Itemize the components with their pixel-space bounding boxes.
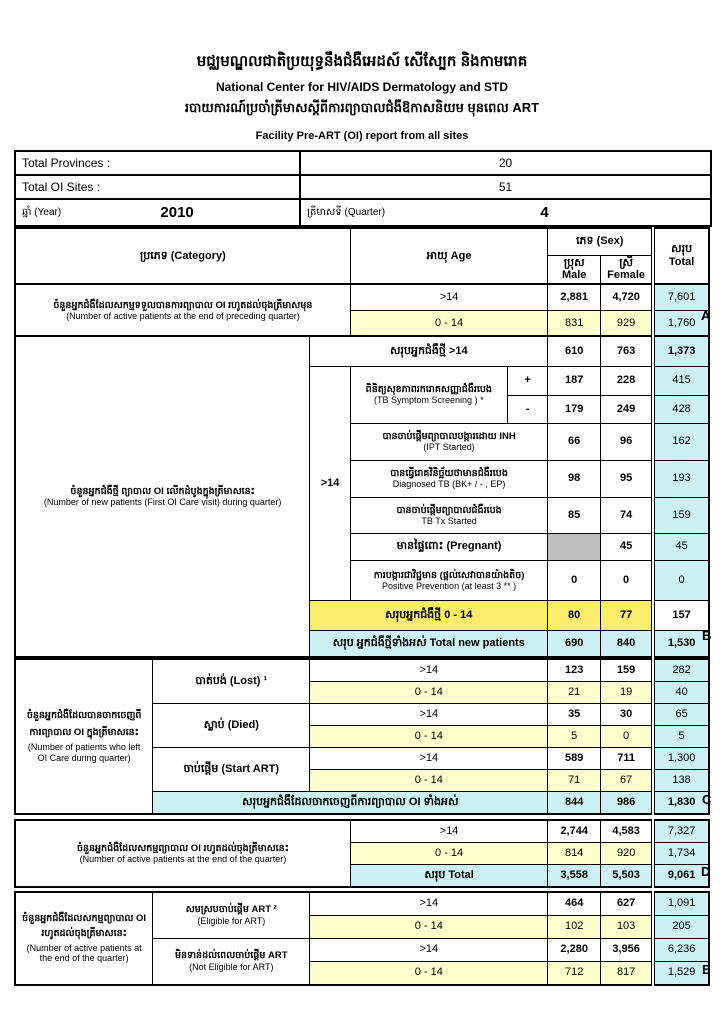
value-male: 102	[548, 915, 601, 938]
value-female: 986	[601, 791, 654, 814]
value-female: 30	[601, 703, 654, 725]
value-total: 9,061	[653, 864, 709, 887]
age-header: អាយុ Age	[350, 228, 548, 284]
value-total: 159	[653, 497, 709, 533]
value-total: 7,601	[653, 284, 709, 310]
section-a-marker: A	[701, 308, 711, 323]
value-male: 35	[548, 703, 601, 725]
value-male: 85	[548, 497, 601, 533]
value-female: 929	[601, 310, 654, 336]
pregnant-label: មានផ្ទៃពោះ (Pregnant)	[350, 533, 548, 560]
total-new-patients-label: សរុប អ្នកជំងឺថ្មីទាំងអស់ Total new patients	[310, 630, 548, 657]
value-male: 712	[548, 961, 601, 985]
ipt-label	[350, 423, 548, 460]
category-header: ប្រភេទ (Category)	[15, 228, 350, 284]
tb-screening-label-khmer: ពិនិត្យសុខភាពរករោគសញ្ញាជំងឺរបេង	[365, 384, 492, 396]
value-total: 205	[653, 915, 709, 938]
section-e-label-khmer-2: រហូតដល់ចុងត្រីមាសនេះ	[41, 928, 127, 940]
age-cell: >14	[350, 820, 548, 842]
tb-positive-sign: +	[507, 366, 548, 395]
section-d-table	[14, 819, 710, 888]
org-title-english: National Center for HIV/AIDS Dermatology and STD	[215, 80, 509, 94]
summary-info-table	[14, 150, 712, 227]
value-male: 844	[548, 791, 601, 814]
positive-prevention-label-english: Positive Prevention (at least 3 ** )	[382, 580, 517, 591]
value-female: 840	[601, 630, 654, 657]
section-d-total-label: សរុប Total	[350, 864, 548, 887]
year-cell	[15, 199, 300, 226]
year-quarter-row	[15, 199, 711, 226]
female-header: ស្រី Female	[601, 255, 654, 284]
value-male: 589	[548, 747, 601, 769]
diagnosed-tb-label-khmer: បានធ្វើរោគវិនិច្ឆ័យថាមានជំងឺរបេង	[390, 468, 508, 480]
value-male: 123	[548, 659, 601, 681]
value-total: 157	[653, 600, 709, 630]
value-female: 103	[601, 915, 654, 938]
value-male: 464	[548, 892, 601, 915]
quarter-value: 4	[540, 203, 549, 221]
section-b-label-english: (Number of new patients (First OI Care visit) during quarter)	[43, 497, 282, 508]
value-male: 98	[548, 460, 601, 497]
age-cell: 0 - 14	[310, 915, 548, 938]
report-subtitle-khmer: របាយការណ៍ប្រចាំត្រីមាសស្តីពីការព្យាបាលជំងឺឱកាសនិយម មុនពេល ART	[184, 100, 540, 115]
value-male: 690	[548, 630, 601, 657]
age-cell: 0 - 14	[310, 961, 548, 985]
value-total: 1,830	[653, 791, 709, 814]
section-c-label-english-1: (Number of patients who left	[27, 742, 141, 753]
section-b-sum-over14-row	[15, 336, 709, 366]
section-b-label-khmer: ចំនួនអ្នកជំងឺថ្មី ព្យាបាល OI លើកដំបូងក្នុងត្រីមាសនេះ	[70, 486, 255, 498]
section-c-marker: C	[702, 792, 712, 807]
value-total: 428	[653, 395, 709, 423]
value-male: 179	[548, 395, 601, 423]
lost-label: បាត់បង់ (Lost) ¹	[153, 659, 310, 703]
section-e-marker: E	[702, 962, 711, 977]
value-male: 3,558	[548, 864, 601, 887]
not-eligible-label-khmer: មិនទាន់ដល់ពេលចាប់ផ្តើម ART	[174, 950, 288, 962]
age-cell: >14	[310, 703, 548, 725]
quarter-label: ត្រីមាសទី (Quarter)	[307, 206, 386, 218]
section-d-over14-row	[15, 820, 709, 842]
value-male: 814	[548, 842, 601, 864]
age-cell: 0 - 14	[350, 310, 548, 336]
value-total: 1,530	[653, 630, 709, 657]
section-d-label-khmer: ចំនួនអ្នកជំងឺដែលសកម្មព្យាបាល OI រហូតដល់ចុងត្រីមាសនេះ	[76, 842, 289, 854]
value-total: 282	[653, 659, 709, 681]
section-e-table	[14, 891, 710, 986]
report-title: Facility Pre-ART (OI) report from all sites	[255, 130, 469, 142]
value-male: 2,280	[548, 938, 601, 961]
sum-new-under14-label: សរុបអ្នកជំងឺថ្មី 0 - 14	[310, 600, 548, 630]
value-total: 6,236	[653, 938, 709, 961]
value-female: 159	[601, 659, 654, 681]
value-female: 96	[601, 423, 654, 460]
section-c-label-khmer-2: ការព្យាបាល OI ក្នុងត្រីមាសនេះ	[29, 726, 139, 738]
blocked-cell	[548, 533, 601, 560]
value-total: 65	[653, 703, 709, 725]
age-cell: 0 - 14	[350, 842, 548, 864]
age-cell: >14	[310, 938, 548, 961]
value-female: 5,503	[601, 864, 654, 887]
value-female: 95	[601, 460, 654, 497]
section-a-over14-row	[15, 284, 709, 310]
value-total: 1,373	[653, 336, 709, 366]
value-female: 249	[601, 395, 654, 423]
age-cell: >14	[310, 892, 548, 915]
value-female: 3,956	[601, 938, 654, 961]
value-male: 610	[548, 336, 601, 366]
section-c-total-label: សរុបអ្នកជំងឺដែលចាកចេញពីការព្យាបាល OI ទាំងអស់	[153, 791, 548, 814]
tb-negative-sign: -	[507, 395, 548, 423]
tb-tx-label	[350, 497, 548, 533]
value-male: 0	[548, 560, 601, 600]
total-oi-sites-label: Total OI Sites :	[15, 175, 300, 199]
value-total: 1,529	[653, 961, 709, 985]
total-provinces-row	[15, 151, 711, 175]
section-d-label-english: (Number of active patients at the end of the quarter)	[79, 853, 287, 864]
value-total: 1,300	[653, 747, 709, 769]
value-total: 415	[653, 366, 709, 395]
section-c-label-khmer-1: ចំនួនអ្នកជំងឺដែលបានចាកចេញពី	[26, 709, 142, 721]
value-male: 21	[548, 681, 601, 703]
age-cell: >14	[310, 659, 548, 681]
ipt-label-khmer: បានចាប់ផ្តើមព្យាបាលបង្ការដោយ INH	[382, 431, 516, 443]
age-span-cell: >14	[310, 366, 351, 600]
value-male: 2,881	[548, 284, 601, 310]
value-total: 5	[653, 725, 709, 747]
total-provinces-value: 20	[300, 151, 711, 175]
eligible-over14-row	[15, 892, 709, 915]
section-e-category	[15, 892, 153, 985]
total-provinces-label: Total Provinces :	[15, 151, 300, 175]
section-c-table	[14, 658, 710, 815]
value-male: 80	[548, 600, 601, 630]
section-c-label-english-2: OI Care during quarter)	[37, 752, 131, 763]
value-male: 187	[548, 366, 601, 395]
value-female: 763	[601, 336, 654, 366]
header-row-1	[15, 228, 709, 255]
value-total: 1,760	[653, 310, 709, 336]
positive-prevention-label	[350, 560, 548, 600]
section-e-label-khmer-1: ចំនួនអ្នកជំងឺដែលសកម្មព្យាបាល OI	[22, 913, 147, 925]
value-female: 4,720	[601, 284, 654, 310]
value-female: 817	[601, 961, 654, 985]
tb-screening-label	[350, 366, 507, 423]
died-label: ស្លាប់ (Died)	[153, 703, 310, 747]
year-label: ឆ្នាំ (Year)	[22, 206, 62, 218]
lost-over14-row	[15, 659, 709, 681]
age-cell: >14	[350, 284, 548, 310]
sum-new-over14-label: សរុបអ្នកជំងឺថ្មី >14	[310, 336, 548, 366]
value-total: 1,734	[653, 842, 709, 864]
total-oi-sites-row	[15, 175, 711, 199]
tb-tx-label-khmer: បានចាប់ផ្តើមព្យាបាលជំងឺរបេង	[396, 504, 502, 516]
value-female: 711	[601, 747, 654, 769]
age-cell: 0 - 14	[310, 681, 548, 703]
value-female: 0	[601, 560, 654, 600]
section-d-category	[15, 820, 350, 887]
section-b-category	[15, 336, 310, 657]
section-c-category	[15, 659, 153, 814]
value-male: 831	[548, 310, 601, 336]
value-female: 627	[601, 892, 654, 915]
value-female: 920	[601, 842, 654, 864]
section-a-label-english: (Number of active patients at the end of preceding quarter)	[66, 310, 300, 321]
value-male: 2,744	[548, 820, 601, 842]
tb-tx-label-english: TB Tx Started	[421, 515, 477, 526]
diagnosed-tb-label	[350, 460, 548, 497]
diagnosed-tb-label-english: Diagnosed TB (BK+ / - , EP)	[392, 479, 506, 490]
value-female: 0	[601, 725, 654, 747]
year-value: 2010	[160, 203, 194, 221]
age-cell: >14	[310, 747, 548, 769]
value-total: 45	[653, 533, 709, 560]
tb-screening-label-english: (TB Symptom Screening ) *	[374, 395, 484, 406]
section-e-label-english-2: the end of the quarter)	[39, 953, 129, 964]
value-total: 162	[653, 423, 709, 460]
eligible-label-english: (Eligible for ART)	[197, 915, 266, 926]
value-female: 77	[601, 600, 654, 630]
section-e-label-english-1: (Number of active patients at	[26, 942, 142, 953]
ipt-label-english: (IPT Started)	[423, 442, 475, 453]
start-art-label: ចាប់ផ្តើម (Start ART)	[153, 747, 310, 791]
value-male: 66	[548, 423, 601, 460]
value-male: 71	[548, 769, 601, 791]
section-a-label-khmer: ចំនួនអ្នកជំងឺដែលសកម្មទទួលបានការព្យាបាល OI រហូតដល់ចុងត្រីមាសមុន	[53, 299, 313, 311]
not-eligible-label-english: (Not Eligible for ART)	[189, 961, 274, 972]
value-female: 19	[601, 681, 654, 703]
value-female: 228	[601, 366, 654, 395]
value-female: 45	[601, 533, 654, 560]
value-total: 40	[653, 681, 709, 703]
value-total: 193	[653, 460, 709, 497]
not-eligible-label	[153, 938, 310, 985]
quarter-cell	[300, 199, 711, 226]
value-male: 5	[548, 725, 601, 747]
value-total: 1,091	[653, 892, 709, 915]
age-cell: 0 - 14	[310, 769, 548, 791]
total-oi-sites-value: 51	[300, 175, 711, 199]
male-header: ប្រុស Male	[548, 255, 601, 284]
value-total: 138	[653, 769, 709, 791]
eligible-label	[153, 892, 310, 938]
value-total: 7,327	[653, 820, 709, 842]
section-b-marker: B	[702, 628, 712, 643]
section-d-marker: D	[701, 864, 711, 879]
sex-header: ភេទ (Sex)	[548, 228, 653, 255]
total-header: សរុប Total	[653, 228, 709, 284]
value-female: 74	[601, 497, 654, 533]
value-total: 0	[653, 560, 709, 600]
positive-prevention-label-khmer: ការបង្ការជាវិជ្ជមាន (ផ្តល់សេវាបានយ៉ាងតិច)	[373, 569, 525, 581]
age-cell: 0 - 14	[310, 725, 548, 747]
org-title-khmer: មជ្ឈមណ្ឌលជាតិប្រយុទ្ធនឹងជំងឺអេដស៍ សើស្បែក និងកាមរោគ	[196, 53, 528, 70]
section-a-category	[15, 284, 350, 336]
eligible-label-khmer: សមស្របចាប់ផ្តើម ART ²	[185, 904, 277, 916]
value-female: 67	[601, 769, 654, 791]
value-female: 4,583	[601, 820, 654, 842]
main-table-a-b	[14, 227, 710, 658]
